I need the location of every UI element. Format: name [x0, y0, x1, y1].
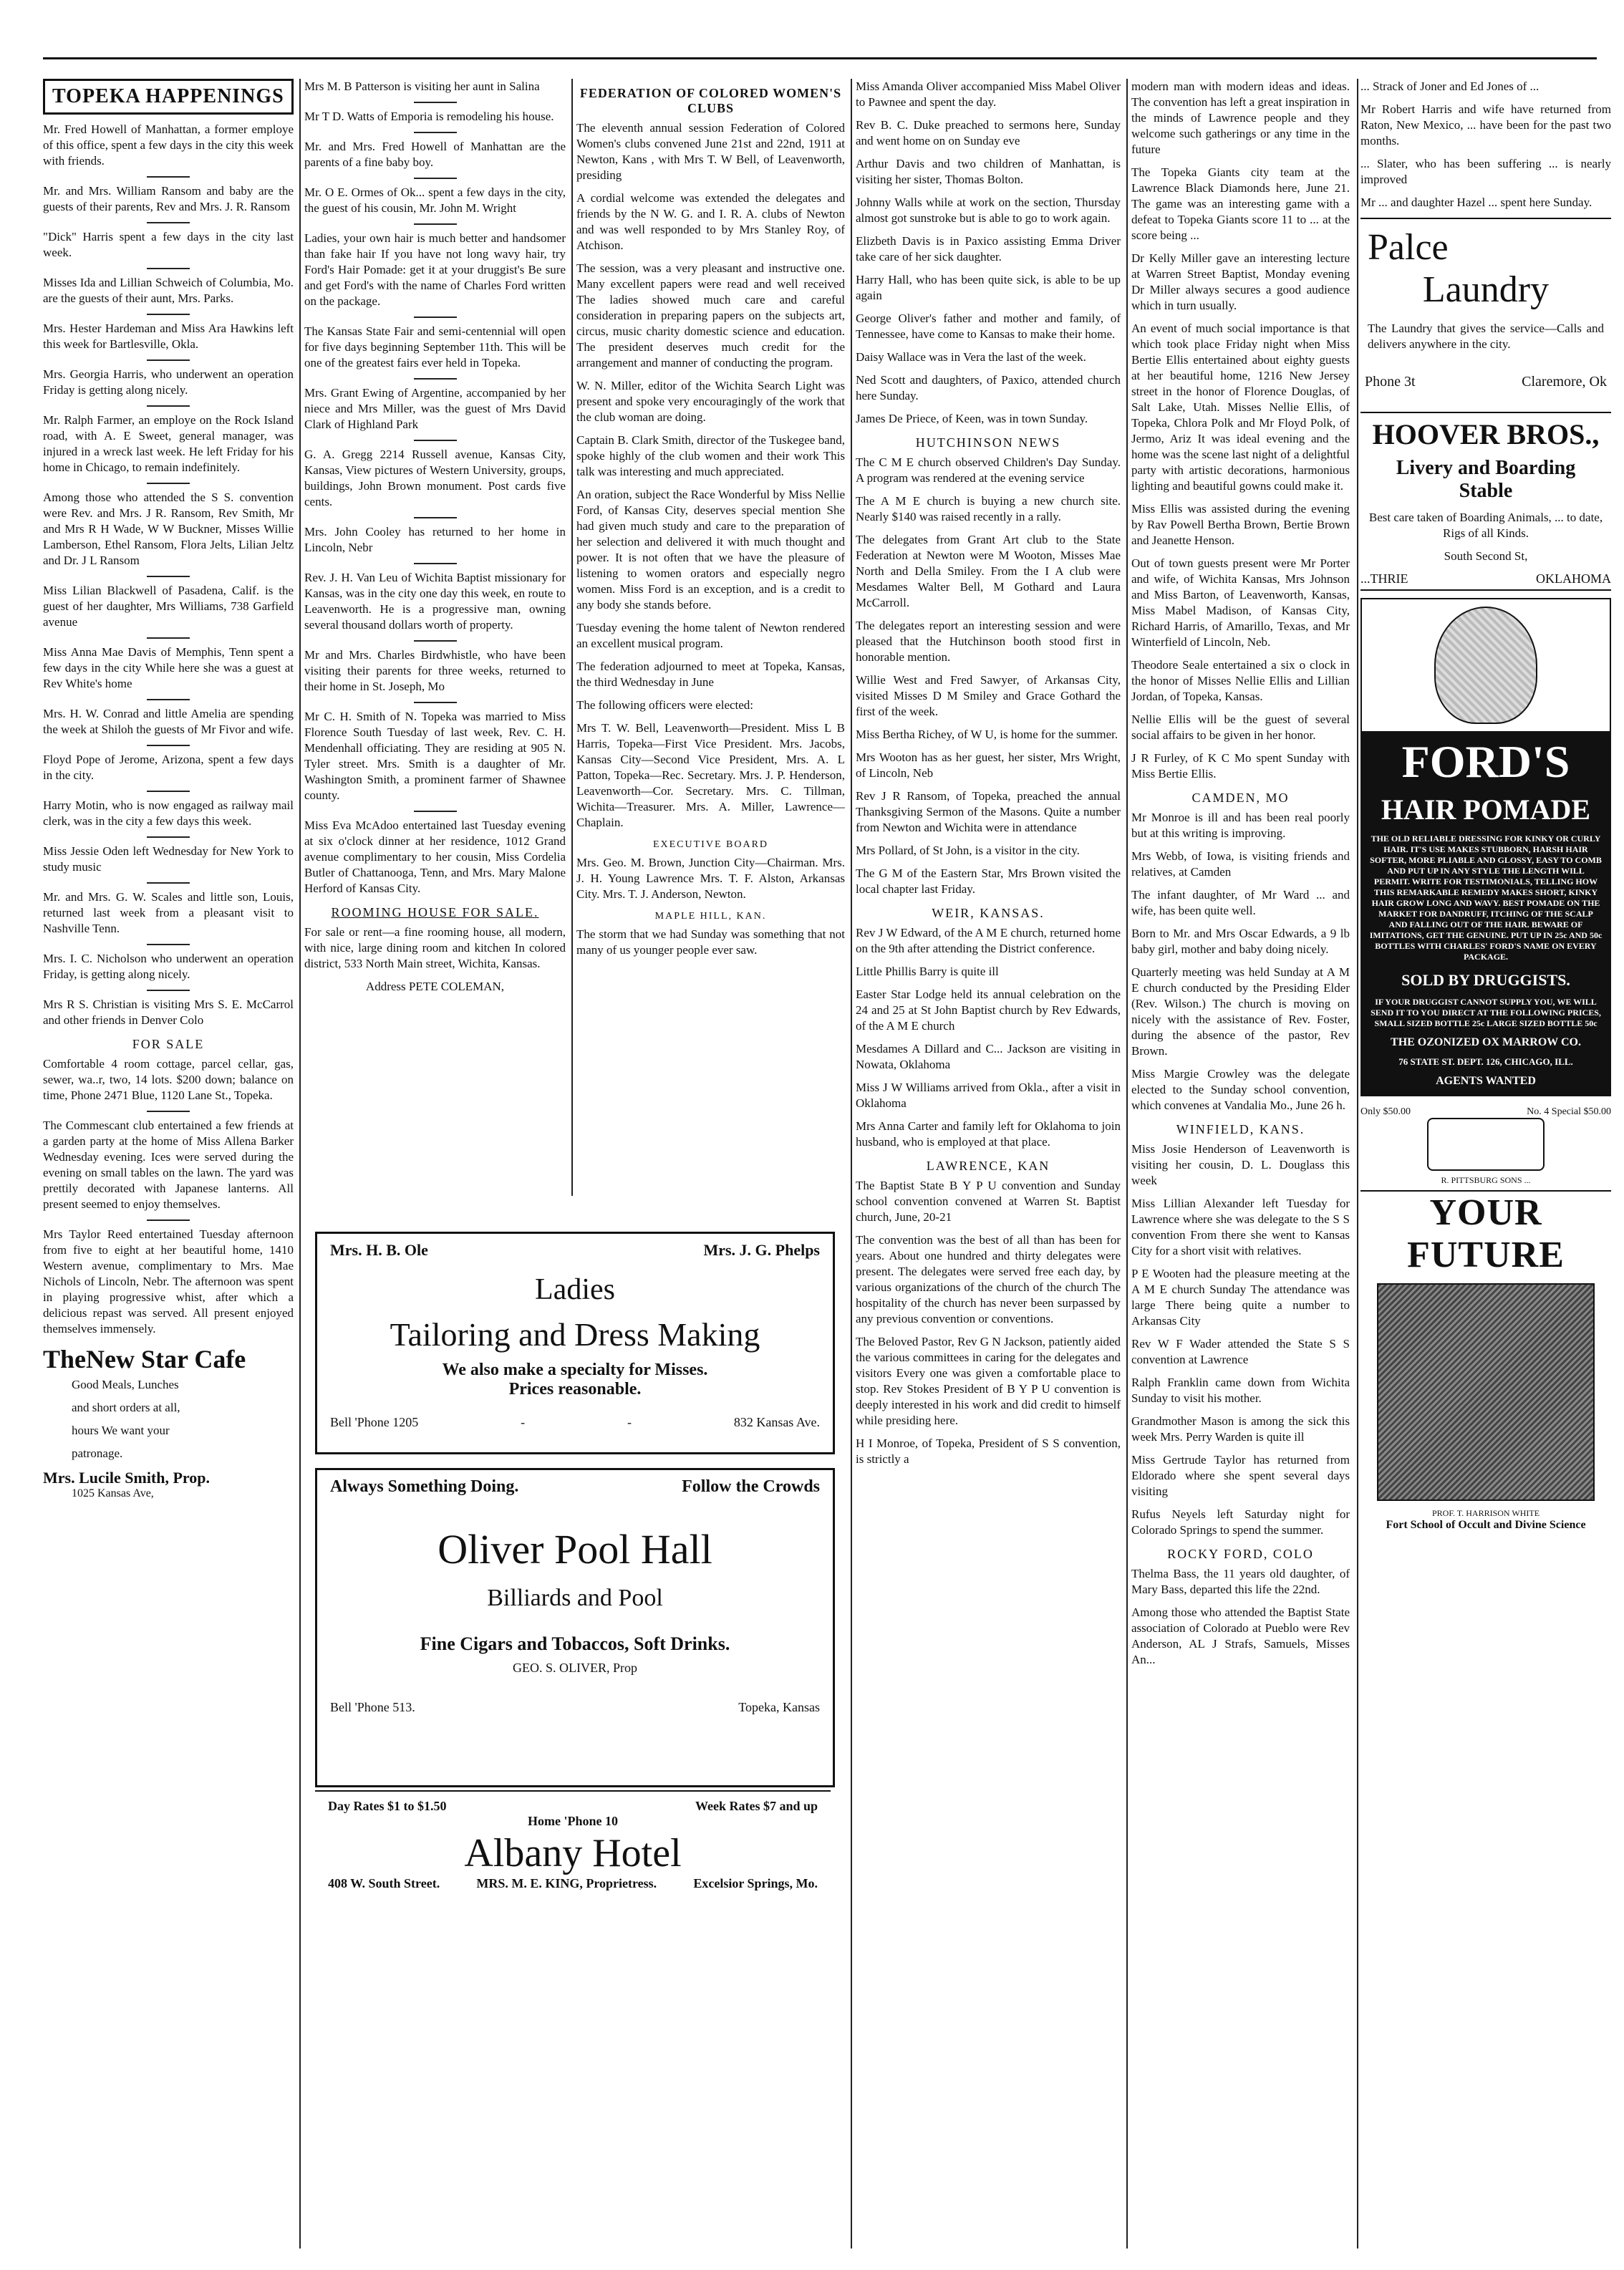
livery-city-right: OKLAHOMA — [1536, 571, 1611, 586]
divider — [147, 990, 190, 991]
news-item: The infant daughter, of Mr Ward ... and wife, has been quite well. — [1131, 888, 1350, 917]
news-item: Harry Motin, who is now engaged as railway mail clerk, was in the city a few days this week. — [43, 798, 294, 828]
cafe-address: 1025 Kansas Ave, — [72, 1487, 154, 1499]
news-item: Mrs. Hester Hardeman and Miss Ara Hawkins left this week for Bartlesville, Okla. — [43, 322, 294, 351]
news-item: patronage. — [72, 1446, 123, 1460]
news-item: Out of town guests present were Mr Porter and wife, of Wichita Kansas, Mrs Johnson and Miss Barton, of Leavenworth, Kansas, Miss Mabel Madison, of Kansas City, Richard Harris, of Amarillo, Texas, and Mr Winterfield of Lincoln, Neb. — [1131, 556, 1350, 649]
news-item: Miss Anna Mae Davis of Memphis, Tenn spent a few days in the city While here she was a guest at Rev White's home — [43, 645, 294, 690]
divider — [414, 317, 457, 318]
news-item: Harry Hall, who has been quite sick, is able to be up again — [856, 273, 1121, 302]
livery-city-left: ...THRIE — [1360, 571, 1408, 586]
news-item: Mr. Fred Howell of Manhattan, a former employe of this office, spent a few days in the city this week with friends. — [43, 122, 294, 168]
livery-ad — [1360, 412, 1611, 591]
divider — [147, 791, 190, 792]
column-5 — [1131, 79, 1350, 2249]
news-item: Quarterly meeting was held Sunday at A M E church conducted by the Presiding Elder (Rev. Wilson.) The church is moving on nicely with the assistance of Rev. Foster, during the absence of the pastor, Rev Brown. — [1131, 965, 1350, 1058]
news-item: An oration, subject the Race Wonderful by Miss Nellie Ford, of Kansas City, deserves special mention She had given much study and care to the preparation of her selection and delivered it with much thought and power. It is not often that we have the pleasure of listening to women orators and especially negro women. Miss Ford is an exception, and is a credit to any body she stands before. — [576, 488, 845, 612]
ad-title: Oliver Pool Hall — [438, 1526, 712, 1573]
pomade-name: HAIR POMADE — [1362, 793, 1610, 834]
news-items — [304, 79, 566, 897]
news-item: Mr C. H. Smith of N. Topeka was married to Miss Florence South Tuesday of last week, Rev. C. H. Mendenhall officiating. They are residing at 905 N. Tyler street. Mrs. Smith is a daughter of Mr. Washington Smith, a prominent farmer of Shawnee county. — [304, 710, 566, 802]
divider — [414, 702, 457, 703]
divider — [414, 440, 457, 441]
divider — [147, 222, 190, 223]
news-item: The Kansas State Fair and semi-centennial will open for five days beginning September 11th. This will be one of the greatest fairs ever held in Topeka. — [304, 324, 566, 370]
buggy-prices — [1360, 1106, 1611, 1118]
ad-phone: Home 'Phone 10 — [528, 1814, 618, 1828]
pomade-body: THE OLD RELIABLE DRESSING FOR KINKY OR CURLY HAIR. IT'S USE MAKES STUBBORN, HARSH HAIR SOFTER, MORE PLIABLE AND GLOSSY, EASY TO COMB AND PUT UP IN ANY STYLE THE LENGTH WILL PERMIT. WRITE FOR TESTIMONIALS, TELLING HOW THIS REMARKABLE REMEDY MAKES SHORT, KINKY HAIR GROW LONG AND WAVY. BEST POMADE ON THE MARKET FOR DANDRUFF, ITCHING OF THE SCALP AND FALLING OUT OF THE HAIR. BEWARE OF IMITATIONS, GET THE GENUINE. PUT UP IN 25c AND 50c BOTTLES WITH CHARLES' FORD'S NAME ON EVERY PACKAGE. — [1362, 834, 1610, 970]
news-item: The convention was the best of all than has been for years. About one hundred and thirty delegates were present. The delegates were served free each day, by various organizations of the church of the church The hospitality of the church has never been surpassed by any previous convention or conventions. — [856, 1233, 1121, 1325]
ad-address: 408 W. South Street. — [328, 1876, 440, 1890]
divider — [147, 1219, 190, 1221]
buggy-price-right: No. 4 Special $50.00 — [1527, 1106, 1611, 1117]
news-item: The following officers were elected: — [576, 698, 754, 712]
divider — [147, 637, 190, 639]
news-items — [1360, 79, 1611, 211]
camden-heading: CAMDEN, MO — [1192, 791, 1290, 805]
divider — [414, 223, 457, 225]
news-item: Rev. J. H. Van Leu of Wichita Baptist missionary for Kansas, was in the city one day this week, en route to Leavenworth. He is a progressive man, owning several thousand dollars worth of property. — [304, 571, 566, 632]
column-rule — [1357, 79, 1358, 2249]
news-item: The federation adjourned to meet at Topeka, Kansas, the third Wednesday in June — [576, 660, 845, 689]
lawrence-heading: LAWRENCE, KAN — [926, 1159, 1050, 1173]
news-item: Mrs Anna Carter and family left for Oklahoma to join husband, who is employed at that place. — [856, 1119, 1121, 1149]
news-item: Little Phillis Barry is quite ill — [856, 965, 999, 978]
ad-dash: - — [521, 1415, 526, 1429]
news-items — [1131, 810, 1350, 1114]
ad-city: Topeka, Kansas — [738, 1700, 820, 1714]
divider — [147, 882, 190, 884]
news-item: James De Priece, of Keen, was in town Sunday. — [856, 412, 1088, 425]
divider — [147, 836, 190, 838]
ad-title: Ladies — [535, 1273, 615, 1306]
ad-right-tag: Follow the Crowds — [682, 1477, 820, 1496]
ad-prop: GEO. S. OLIVER, Prop — [513, 1661, 637, 1675]
news-items — [856, 455, 1121, 897]
news-item: Miss Bertha Richey, of W U, is home for the summer. — [856, 728, 1118, 741]
divider — [147, 176, 190, 178]
news-item: Mrs T. W. Bell, Leavenworth—President. Miss L B Harris, Topeka—First Vice President. Mrs. Jacobs, Kansas City—Second Vice President, Mrs. A. L Patton, Topeka—Rec. Secretary. Mrs. J. P. Henderson, Leavenworth—Cor. Secretary. Mrs. C. Tillman, Wichita—Treasurer. Mrs. A. Miller, Lawrence—Chaplain. — [576, 721, 845, 829]
future-title: YOUR FUTURE — [1407, 1192, 1565, 1275]
column-1 — [43, 79, 294, 2249]
livery-text: Best care taken of Boarding Animals, ... to date, Rigs of all Kinds. — [1368, 511, 1603, 540]
divider — [414, 563, 457, 564]
rocky-heading: ROCKY FORD, COLO — [1167, 1547, 1314, 1561]
dressmaking-ad — [315, 1232, 835, 1454]
news-item: Elizbeth Davis is in Paxico assisting Emma Driver take care of her sick daughter. — [856, 234, 1121, 264]
news-item: The Topeka Giants city team at the Lawrence Black Diamonds here, June 21. The game was an interesting game with a defeat to Topeka Giants score 11 to ... at the score being ... — [1131, 165, 1350, 242]
news-item: Miss Margie Crowley was the delegate elected to the Sunday school convention, which convenes at Vandalia Mo., June 26 h. — [1131, 1067, 1350, 1112]
sale-heading: FOR SALE — [132, 1037, 205, 1051]
laundry-phone: Phone 3t — [1365, 374, 1416, 390]
news-item: Rev J R Ransom, of Topeka, preached the annual Thanksgiving Sermon of the Masons. Quite a number from Newton and Wichita were in attendance — [856, 789, 1121, 834]
pomade-agents: AGENTS WANTED — [1362, 1075, 1610, 1095]
column-rule — [851, 79, 852, 2249]
news-item: Born to Mr. and Mrs Oscar Edwards, a 9 lb baby girl, mother and baby doing nicely. — [1131, 927, 1350, 956]
news-item: Mrs. John Cooley has returned to her home in Lincoln, Nebr — [304, 525, 566, 554]
divider — [147, 699, 190, 700]
ad-left-name: Mrs. H. B. Ole — [330, 1241, 428, 1259]
pomade-brand: FORD'S — [1362, 731, 1610, 793]
man-portrait-image — [1377, 1283, 1595, 1501]
news-item: Miss J W Williams arrived from Okla., after a visit in Oklahoma — [856, 1081, 1121, 1110]
news-item: Theodore Seale entertained a six o clock in the honor of Misses Nellie Ellis and Lillian Jordan, of Topeka, Kansas. — [1131, 658, 1350, 703]
news-item: Miss Ellis was assisted during the evening by Rav Powell Bertha Brown, Bertie Brown and Jeanette Henson. — [1131, 502, 1350, 547]
news-items — [43, 1118, 294, 1337]
news-item: Willie West and Fred Sawyer, of Arkansas City, visited Misses D M Smiley and Grace Gothard the first of the week. — [856, 673, 1121, 718]
news-item: Mrs Webb, of Iowa, is visiting friends and relatives, at Camden — [1131, 849, 1350, 879]
news-items — [43, 122, 294, 1028]
news-item: Good Meals, Lunches — [72, 1378, 179, 1391]
maple-heading: MAPLE HILL, KAN. — [654, 911, 767, 922]
federation-heading: FEDERATION OF COLORED WOMEN'S CLUBS — [579, 86, 842, 115]
column-6 — [1360, 79, 1611, 2249]
news-item: Rev J W Edward, of the A M E church, returned home on the 9th after attending the District conference. — [856, 926, 1121, 955]
news-item: Mesdames A Dillard and C... Jackson are visiting in Nowata, Oklahoma — [856, 1042, 1121, 1071]
news-item: Dr Kelly Miller gave an interesting lecture at Warren Street Baptist, Monday evening Dr Miller always secures a good audience which in turn usually. — [1131, 251, 1350, 312]
news-item: An event of much social importance is that which took place Friday night when Miss Bertie Ellis entertained about eighty guests at her beautiful home, 1216 New Jersey street in the honor of Florence Douglas, of Salt Lake, Utah. Misses Nellie Ellis, of Topeka, Chlora Polk and Mr Floyd Polk, of Jermo, Ariz It was ideal evening and the home was the scene last night of a delightful party with artistic decorations, harmonious lighting and beautiful gowns could make it. — [1131, 322, 1350, 493]
news-item: Miss Josie Henderson of Leavenworth is visiting her cousin, D. L. Douglass this week — [1131, 1142, 1350, 1187]
news-item: Miss Gertrude Taylor has returned from Eldorado where she spent several days visiting — [1131, 1453, 1350, 1498]
news-item: H I Monroe, of Topeka, President of S S convention, is strictly a — [856, 1436, 1121, 1466]
news-item: Mr. and Mrs. Fred Howell of Manhattan are the parents of a fine baby boy. — [304, 140, 566, 169]
news-item: The delegates report an interesting session and were pleased that the Hutchinson booth stood first in honorable mention. — [856, 619, 1121, 664]
news-items — [1131, 79, 1350, 782]
news-item: Rev W F Wader attended the State S S convention at Lawrence — [1131, 1337, 1350, 1366]
news-item: Mr. O E. Ormes of Ok... spent a few days in the city, the guest of his cousin, Mr. John M. Wright — [304, 185, 566, 215]
maple-text: The storm that we had Sunday was something that not many of us younger people ever saw. — [576, 927, 845, 957]
future-caption: PROF. T. HARRISON WHITE — [1431, 1508, 1540, 1518]
news-item: The eleventh annual session Federation of Colored Women's clubs convened June 21st and 22nd, 1911 at Newton, Kans , with Mrs T. W Bell, of Leavenworth, presiding — [576, 121, 845, 182]
column-2 — [304, 79, 566, 1196]
news-item: Ladies, your own hair is much better and handsomer than fake hair If you have not long wavy hair, try Ford's Hair Pomade: get it at your druggist's Be sure and get Ford's with the name of Charles Ford written on the package. — [304, 231, 566, 308]
news-item: P E Wooten had the pleasure meeting at the A M E church Sunday The attendance was large There being quite a number to Arkansas City — [1131, 1267, 1350, 1328]
news-item: Rev B. C. Duke preached to sermons here, Sunday and went home on on Sunday eve — [856, 118, 1121, 148]
news-item: The A M E church is buying a new church site. Nearly $140 was raised recently in a rally. — [856, 494, 1121, 523]
laundry-text: The Laundry that gives the service—Calls and delivers anywhere in the city. — [1368, 322, 1604, 351]
ad-rates-week: Week Rates $7 and up — [695, 1799, 818, 1813]
section-heading: TOPEKA HAPPENINGS — [43, 79, 294, 115]
newspaper-page — [14, 14, 1611, 2256]
news-item: A cordial welcome was extended the delegates and friends by the N W. G. and I. R. A. clubs of Newton and was well responded to by Mrs Stanley Roy, of Atchison. — [576, 191, 845, 252]
news-item: Miss Amanda Oliver accompanied Miss Mabel Oliver to Pawnee and spent the day. — [856, 79, 1121, 109]
divider — [147, 483, 190, 484]
news-item: Mrs M. B Patterson is visiting her aunt in Salina — [304, 79, 540, 93]
hotel-ad — [315, 1790, 831, 1890]
column-4 — [856, 79, 1121, 2249]
news-item: The Baptist State B Y P U convention and Sunday school convention convened at Warren St. Baptist church, June, 20-21 — [856, 1179, 1121, 1224]
divider — [414, 640, 457, 642]
news-item: Mrs Pollard, of St John, is a visitor in the city. — [856, 844, 1080, 857]
ad-phone: Bell 'Phone 513. — [330, 1700, 415, 1714]
news-item: Mr. Ralph Farmer, an employe on the Rock Island road, with A. E Sweet, general manager, was injured in a wreck last week. He left Friday for his home in Chicago, to remain indefinitely. — [43, 413, 294, 474]
rooming-text: For sale or rent—a fine rooming house, all modern, with nice, large dining room and kitchen In colored district, 533 North Main street, Wichita, Kansas. — [304, 925, 566, 970]
divider — [147, 1111, 190, 1112]
news-item: Mrs R S. Christian is visiting Mrs S. E. McCarrol and other friends in Denver Colo — [43, 998, 294, 1027]
hutch-heading: HUTCHINSON NEWS — [915, 435, 1061, 450]
laundry-ad — [1360, 218, 1611, 390]
divider — [147, 405, 190, 407]
pomade-offer: IF YOUR DRUGGIST CANNOT SUPPLY YOU, WE WILL SEND IT TO YOU DIRECT AT THE FOLLOWING PRICES, SMALL SIZED BOTTLE 25c LARGE SIZED BOTTLE 50c — [1362, 997, 1610, 1036]
news-items — [856, 925, 1121, 1150]
news-item: The C M E church observed Children's Day Sunday. A program was rendered at the evening service — [856, 455, 1121, 485]
news-items — [576, 120, 845, 831]
divider — [414, 178, 457, 179]
divider — [147, 359, 190, 361]
livery-city — [1360, 571, 1611, 591]
news-item: and short orders at all, — [72, 1401, 180, 1414]
news-items — [1131, 1566, 1350, 1668]
news-item: Mr. and Mrs. G. W. Scales and little son, Louis, returned last week from a pleasant visit to Nashville Tenn. — [43, 890, 294, 935]
column-rule — [571, 79, 573, 1196]
news-item: Tuesday evening the home talent of Newton rendered an excellent musical program. — [576, 621, 845, 650]
news-item: Grandmother Mason is among the sick this week Mrs. Perry Warden is quite ill — [1131, 1414, 1350, 1444]
divider — [414, 102, 457, 103]
ad-subtitle: Tailoring and Dress Making — [390, 1316, 760, 1353]
news-item: Johnny Walls while at work on the section, Thursday almost got sunstroke but is able to go to work again. — [856, 195, 1121, 225]
divider — [147, 576, 190, 577]
news-item: The session, was a very pleasant and instructive one. Many excellent papers were read and well received The ladies showed much care and careful consideration in preparing papers on the subjects art, circus, music charity domestic science and education. The president deserves much credit for the arrangement and manner of conducting the program. — [576, 261, 845, 370]
news-item: Easter Star Lodge held its annual celebration on the 24 and 25 at St John Baptist church by Rev Edwards, of the A M E church — [856, 987, 1121, 1033]
news-item: hours We want your — [72, 1424, 170, 1437]
column-rule — [299, 79, 301, 2249]
ad-town: Excelsior Springs, Mo. — [693, 1876, 818, 1890]
pomade-company: THE OZONIZED OX MARROW CO. — [1362, 1036, 1610, 1056]
news-item: Mrs Wooton has as her guest, her sister, Mrs Wright, of Lincoln, Neb — [856, 750, 1121, 780]
news-item: Mrs. Grant Ewing of Argentine, accompanied by her niece and Mrs Miller, was the guest of Mrs David Clark of Highland Park — [304, 386, 566, 431]
news-item: Ned Scott and daughters, of Paxico, attended church here Sunday. — [856, 373, 1121, 402]
news-item: Mr. and Mrs. William Ransom and baby are the guests of their parents, Rev and Mrs. J. R. Ransom — [43, 184, 294, 213]
ad-line: Fine Cigars and Tobaccos, Soft Drinks. — [420, 1633, 730, 1654]
news-item: Mrs Taylor Reed entertained Tuesday afternoon from five to eight at her beautiful home, 1410 Western avenue, complimentary to Mrs. Mae Nichols of Lincoln, Nebr. The afternoon was spent in playing progressive whist, after which a delicious repast was served. All present enjoyed themselves immensely. — [43, 1227, 294, 1336]
future-school: Fort School of Occult and Divine Science — [1386, 1519, 1586, 1531]
news-item: Misses Ida and Lillian Schweich of Columbia, Mo. are the guests of their aunt, Mrs. Parks. — [43, 276, 294, 305]
future-ad — [1360, 1192, 1611, 1532]
pool-hall-ad — [315, 1468, 835, 1787]
cafe-lines — [72, 1377, 294, 1462]
news-item: Thelma Bass, the 11 years old daughter, of Mary Bass, departed this life the 22nd. — [1131, 1567, 1350, 1596]
weir-heading: WEIR, KANSAS. — [932, 906, 1045, 920]
news-item: Mrs. Georgia Harris, who underwent an operation Friday is getting along nicely. — [43, 367, 294, 397]
livery-line: Livery and Boarding — [1396, 457, 1576, 479]
cafe-name: TheNew Star Cafe — [43, 1345, 246, 1373]
news-item: Mrs. I. C. Nicholson who underwent an operation Friday, is getting along nicely. — [43, 952, 294, 981]
news-item: ... Slater, who has been suffering ... is nearly improved — [1360, 157, 1611, 186]
news-item: The delegates from Grant Art club to the State Federation at Newton were M Wooton, Misses Mae North and Della Smiley. From the I A club were Mesdames Walter Bell, M Gothard and Laura McCarroll. — [856, 533, 1121, 609]
laundry-name: Palce — [1368, 227, 1449, 268]
news-item: Mr ... and daughter Hazel ... spent here Sunday. — [1360, 195, 1592, 209]
news-item: Floyd Pope of Jerome, Arizona, spent a few days in the city. — [43, 753, 294, 782]
news-item: Mr T D. Watts of Emporia is remodeling his house. — [304, 110, 554, 123]
news-item: Mr and Mrs. Charles Birdwhistle, who have been visiting their parents for three weeks, returned to their home in St. Joseph, Mo — [304, 648, 566, 693]
news-item: The Beloved Pastor, Rev G N Jackson, patiently aided the various committees in caring for the delegates and visitors Every one was given a comfortable place to stop. Rev Stokes President of B Y P U convention is deeply interested in his work and did credit to himself while presiding here. — [856, 1335, 1121, 1427]
news-item: Arthur Davis and two children of Manhattan, is visiting her sister, Thomas Bolton. — [856, 157, 1121, 186]
divider — [414, 517, 457, 518]
column-3 — [576, 79, 845, 1196]
news-item: Captain B. Clark Smith, director of the Tuskegee band, spoke highly of the club women and their work This talk was interesting and much appreciated. — [576, 433, 845, 478]
ad-left-tag: Always Something Doing. — [330, 1477, 519, 1496]
rooming-address: Address PETE COLEMAN, — [365, 980, 505, 993]
pomade-sold: SOLD BY DRUGGISTS. — [1362, 970, 1610, 997]
ad-rates-day: Day Rates $1 to $1.50 — [328, 1799, 447, 1813]
divider — [414, 378, 457, 380]
buggy-price-left: Only $50.00 — [1360, 1106, 1411, 1117]
sale-text: Comfortable 4 room cottage, parcel cellar, gas, sewer, wa..r, two, 14 lots. $200 down; balance on time, Phone 2471 Blue, 1120 Lane St., Topeka. — [43, 1057, 294, 1102]
news-item: Daisy Wallace was in Vera the last of the week. — [856, 350, 1086, 364]
pomade-address: 76 STATE ST. DEPT. 126, CHICAGO, ILL. — [1362, 1056, 1610, 1075]
divider — [414, 811, 457, 812]
buggy-image — [1427, 1118, 1545, 1171]
news-item: Miss Jessie Oden left Wednesday for New York to study music — [43, 844, 294, 874]
buggy-ad — [1360, 1106, 1611, 1192]
ad-prop: MRS. M. E. KING, Proprietress. — [476, 1876, 657, 1890]
livery-line: Stable — [1459, 480, 1513, 502]
cafe-prop: Mrs. Lucile Smith, Prop. — [43, 1469, 211, 1487]
buggy-footer: R. PITTSBURG SONS ... — [1441, 1175, 1531, 1185]
news-item: J R Furley, of K C Mo spent Sunday with Miss Bertie Ellis. — [1131, 751, 1350, 781]
livery-street: South Second St, — [1444, 549, 1528, 563]
news-item: Rufus Neyels left Saturday night for Colorado Springs to spend the summer. — [1131, 1507, 1350, 1537]
top-rule — [43, 57, 1597, 59]
winfield-heading: WINFIELD, KANS. — [1176, 1122, 1305, 1136]
news-item: G. A. Gregg 2214 Russell avenue, Kansas City, Kansas, View pictures of Western University, groups, buildings, John Brown monument. Post cards five cents. — [304, 448, 566, 508]
divider — [147, 944, 190, 945]
rooming-heading: ROOMING HOUSE FOR SALE. — [331, 905, 539, 919]
ad-phone: Bell 'Phone 1205 — [330, 1415, 419, 1429]
news-item: Among those who attended the Baptist State association of Colorado at Pueblo were Rev Anderson, AL J Strafs, Samuels, Misses An... — [1131, 1605, 1350, 1666]
ad-title: Albany Hotel — [464, 1831, 682, 1875]
news-item: Nellie Ellis will be the guest of several social affairs to be given in her honor. — [1131, 713, 1350, 742]
ad-line: We also make a specialty for Misses. — [442, 1361, 708, 1379]
divider — [147, 745, 190, 746]
news-item: Miss Lilian Blackwell of Pasadena, Calif. is the guest of her daughter, Mrs Williams, 738 Garfield avenue — [43, 584, 294, 629]
news-item: Miss Eva McAdoo entertained last Tuesday evening at six o'clock dinner at her residence, 1012 Grand avenue complimentary to her cousin, Miss Cordelia Butler of Chattanooga, Tenn, and Mrs. Mary Malone Herford of Kansas City. — [304, 818, 566, 895]
news-item: The G M of the Eastern Star, Mrs Brown visited the local chapter last Friday. — [856, 866, 1121, 896]
divider — [414, 132, 457, 133]
news-item: Among those who attended the S S. convention were Rev. and Mrs. J R. Ransom, Rev Smith, Mr and Mrs R H Wade, W W Buckner, Misses Willie Lamberson, Ethel Ransom, Flora Jelts, Lilian Jeltz and Dr. J L Ransom — [43, 491, 294, 567]
laundry-name-2: Laundry — [1422, 269, 1550, 310]
news-item: The Commescant club entertained a few friends at a garden party at the home of Miss Allena Barker Wednesday evening. Ices were served during the evening on small tables on the lawn. The yard was prettily decorated with Japanese lanterns. All present seemed to enjoy themselves. — [43, 1119, 294, 1211]
news-item: Miss Lillian Alexander left Tuesday for Lawrence where she was delegate to the S S convention From there she went to Kansas City for a short visit with relatives. — [1131, 1197, 1350, 1257]
divider — [147, 268, 190, 269]
column-rule — [1126, 79, 1128, 2249]
woman-portrait-image — [1434, 607, 1537, 724]
laundry-contact — [1365, 374, 1607, 390]
news-item: Mrs. H. W. Conrad and little Amelia are spending the week at Shiloh the guests of Mr Fivor and wife. — [43, 707, 294, 736]
ad-right-name: Mrs. J. G. Phelps — [703, 1241, 820, 1259]
news-item: "Dick" Harris spent a few days in the city last week. — [43, 230, 294, 259]
news-item: Mr Robert Harris and wife have returned from Raton, New Mexico, ... have been for the past two months. — [1360, 102, 1611, 148]
news-item: George Oliver's father and mother and family, of Tennessee, have come to Kansas to make their home. — [856, 311, 1121, 341]
exec-heading: EXECUTIVE BOARD — [652, 839, 769, 850]
news-item: modern man with modern ideas and ideas. The convention has left a great inspiration in the minds of Lawrence people and they welcome such gatherings or any time in the future — [1131, 79, 1350, 156]
news-item: W. N. Miller, editor of the Wichita Search Light was present and spoke very encouragingly of the work that the club woman are doing. — [576, 379, 845, 424]
news-item: ... Strack of Joner and Ed Jones of ... — [1360, 79, 1540, 93]
news-items — [856, 1178, 1121, 1467]
pomade-ad — [1360, 598, 1611, 1096]
ad-subtitle: Billiards and Pool — [487, 1585, 663, 1611]
news-item: Ralph Franklin came down from Wichita Sunday to visit his mother. — [1131, 1376, 1350, 1405]
ad-dash: - — [627, 1415, 632, 1429]
news-items — [856, 79, 1121, 427]
ad-address: 832 Kansas Ave. — [733, 1415, 820, 1429]
exec-text: Mrs. Geo. M. Brown, Junction City—Chairman. Mrs. J. H. Young Lawrence Mrs. T. F. Alston, Arkansas City. Mrs. T. J. Anderson, Newton. — [576, 856, 845, 901]
livery-name: HOOVER BROS., — [1372, 418, 1600, 450]
ad-line: Prices reasonable. — [508, 1380, 642, 1399]
news-items — [1131, 1141, 1350, 1538]
laundry-town: Claremore, Ok — [1522, 374, 1607, 390]
divider — [147, 314, 190, 315]
news-item: Mr Monroe is ill and has been real poorly but at this writing is improving. — [1131, 811, 1350, 840]
